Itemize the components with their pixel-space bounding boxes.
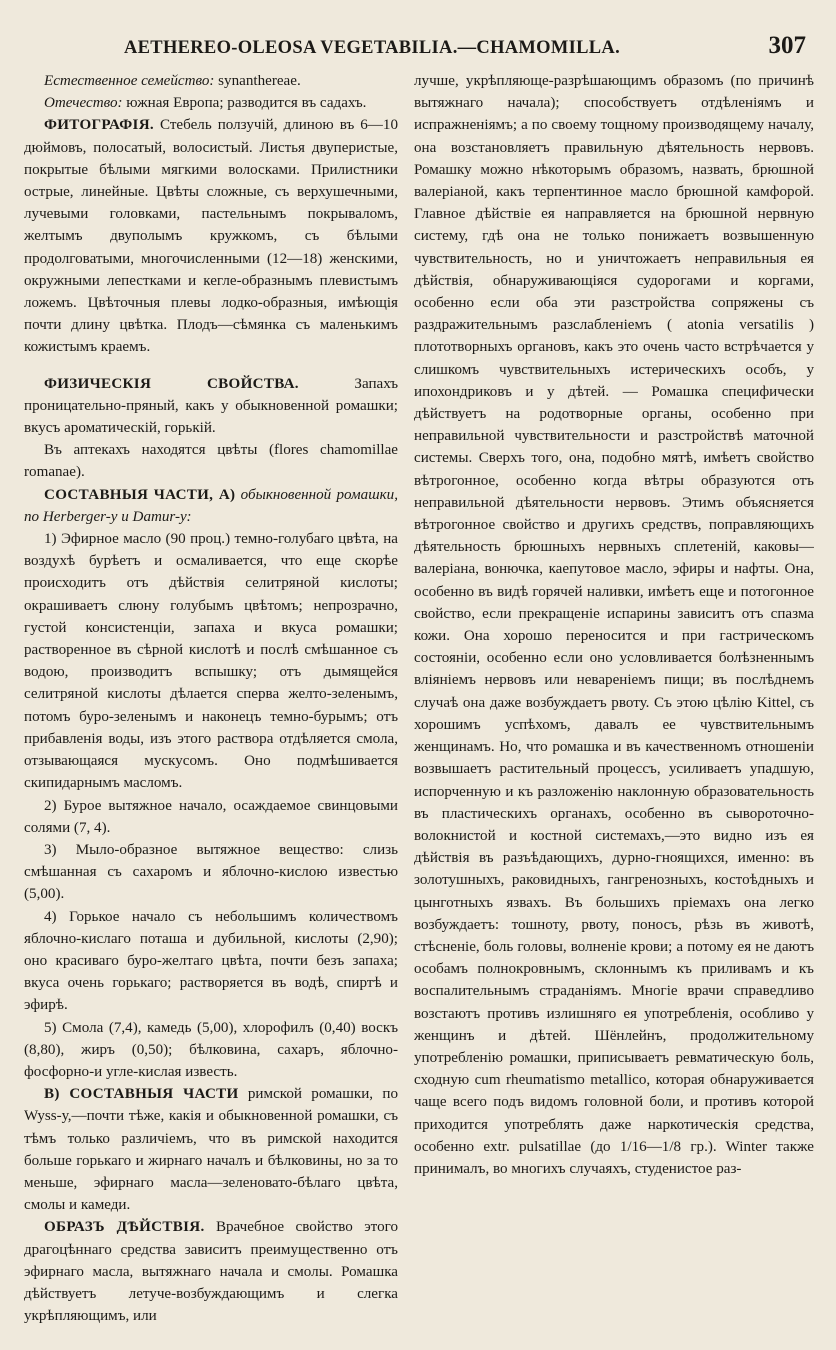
composition-a-text: обыкновенной ромашки, по Herberger-у и Damur-у: [24,486,398,525]
family-label: Естественное семейство: [44,73,215,89]
composition-item-1: 1) Эфирное масло (90 проц.) темно-голубаго цвѣта, на воздухѣ бурѣетъ и осмаливается, что еще скорѣе происходитъ отъ дѣйствія селитряной кислоты; окрашиваетъ слюну голубымъ цвѣтомъ; непрозрачно, густой консистенціи, запаха и вкуса ромашки; растворенное въ сѣрной кислотѣ и послѣ смѣшанное съ водою, производитъ вспышку; отъ дымящейся селитряной кислоты дѣлается сперва желто-зеленымъ, потомъ буро-зеленымъ и наконецъ темно-бурымъ; отъ прибавленія воды, изъ этого раствора отдѣляется смола, отзывающаяся мускусомъ. Оно подмѣшивается скипидарнымъ масломъ. [24,531,398,792]
mode-of-action-heading: ОБРАЗЪ ДѢЙСТВІЯ. [44,1219,205,1236]
right-column [414,70,814,1340]
composition-a-heading: СОСТАВНЫЯ ЧАСТИ, А) [44,486,236,503]
phytography-text: Стебель ползучій, длиною въ 6—10 дюймовъ, полосатый, волосистый. Листья двуперистые, покрытые бѣлыми мягкими волосками. Прилистники острые, линейные. Цвѣты сложные, съ верхушечными, лучевыми головками, пастельнымъ покрываломъ, желтымъ двуполымъ кружкомъ, съ бѣлыми продолговатыми, многочисленными (12—18) женскими, окружными лепестками и кегле-образнымъ плевистымъ ложемъ. Цвѣточныя плевы лодко-образныя, имѣющія почти длину цвѣтка. Плодъ—сѣмянка съ маленькимъ кожистымъ краемъ. [24,117,398,356]
running-title: AETHEREO-OLEOSA VEGETABILIA.—CHAMOMILLA. [124,38,620,58]
phytography-heading: ФИТОГРАФІЯ. [44,117,154,134]
composition-item-5: 5) Смола (7,4), камедь (5,00), хлорофилъ (0,40) воскъ (8,80), жиръ (0,50); бѣлковина, сахаръ, яблочно-фосфорно-и угле-кислая известь. [24,1019,398,1080]
family-value: synantherеae. [214,73,301,89]
homeland-line [24,92,398,114]
composition-item-3: 3) Мыло-образное вытяжное вещество: слизь смѣшанная съ сахаромъ и яблочно-кислою известью (5,00). [24,841,398,903]
composition-b-text: римской ромашки, по Wyss-у,—почти тѣже, какія и обыкновенной ромашки, съ тѣмъ только различіемъ, что въ римской находится больше горькаго и жирнаго началъ и бѣлковины, но за то меньше, эфирнаго масла—зеленовато-бѣлаго цвѣта, смолы и камеди. [24,1086,398,1214]
composition-item-4: 4) Горькое начало съ небольшимъ количествомъ яблочно-кислаго поташа и дубильной, кислоты (2,90); оно красиваго буро-желтаго цвѣта, почти безъ запаха; вкуса очень горькаго; растворяется въ водѣ, спиртѣ и эфирѣ. [24,908,398,1014]
physical-properties-heading: ФИЗИЧЕСКІЯ СВОЙСТВА. [44,375,299,392]
composition-item-2: 2) Бурое вытяжное начало, осаждаемое свинцовыми солями (7, 4). [24,797,398,836]
phytography-paragraph [24,114,398,358]
composition-b-paragraph [24,1083,398,1216]
mode-of-action-text: Врачебное свойство этого драгоцѣннаго средства зависитъ преимущественно отъ эфирнаго масла, вытяжнаго начала и смолы. Ромашка дѣйствуетъ летуче-возбуждающимъ и слегка укрѣпляющимъ, или [24,1219,398,1325]
physical-properties-paragraph [24,373,398,440]
physical-properties-text: Запахъ проницательно-пряный, какъ у обыкновенной ромашки; вкусъ ароматическій, горькій. [24,375,398,437]
right-column-paragraph: лучше, укрѣпляюще-разрѣшающимъ образомъ (по причинѣ вытяжнаго начала); способствуетъ отдѣленіямъ и испражненіямъ; а по своему тощному производящему началу, она возстановляетъ правильную дѣятельность нервовъ. Ромашку можно нѣкоторымъ образомъ, назвать, брюшной валеріаной, какъ терпентинное масло брюшной камфорой. Главное дѣйствіе ея направляется на брюшной нервную систему, гдѣ она не только понижаетъ возвышенную чувствительность, но и уничтожаетъ неправильныя ея дѣйствія, обнаруживающіяся судорогами и коргами, особенно если оба эти разстройства сопряжены съ раздражительнымъ разслабленіемъ ( atonia versatilis ) плототворныхъ органовъ, какъ это очень часто встрѣчается у слишкомъ чувствительныхъ истерическихъ особъ, у ипохондриковъ и у дѣтей. — Ромашка специфически дѣйствуетъ на родотворные органы, особенно при неправильной чувствительности и разстройствѣ маточной системы. Сверхъ того, она, подобно мятѣ, имѣетъ свойство вѣтрогонное, особенно когда вѣтры образуются отъ неправильной дѣятельности нервовъ. Этимъ объясняется вѣтрогонное свойство и другихъ средствъ, поправляющихъ дѣятельность брюшныхъ нервныхъ сплетеній, каковы—валеріана, вонючка, каепутовое масло, эфиры и нафты. Она, особенно въ видѣ горячей наливки, имѣетъ еще и потогонное свойство, если прекращеніе испарины зависитъ отъ спазма кожи. Она хорошо переносится и при гастрическомъ состояніи, особенно если оно условливается болѣзненнымъ вліяніемъ нервовъ или неваренiемъ пищи; въ послѣднемъ случаѣ она даже возбуждаетъ рвоту. Съ этою цѣлію Kittel, съ хорошимъ успѣхомъ, давалъ ее чувствительнымъ женщинамъ. Но, что ромашка и въ качественномъ отношеніи возвышаетъ растительный процессъ, усиливаетъ упадшую, испорченную и къ разложенію наклонную образовательность въ пластическихъ органахъ, особенно въ сывороточно-волокнистой и костной системахъ,—это видно изъ ея дѣйствія въ разъѣдающихъ, дурно-гноящихся, именно: въ золотушныхъ, раковидныхъ, гангренозныхъ, костоѣдныхъ и цынготныхъ язвахъ. Въ большихъ пріемахъ она легко возбуждаетъ: тошноту, рвоту, поносъ, рѣзь въ животѣ, стѣсненіе, боль головы, волненіе крови; а потому ея не даютъ особамъ полнокровнымъ, склоннымъ къ приливамъ и къ воспалительнымъ страданіямъ. Многіе врачи справедливо возстаютъ противъ излишняго ея употребленія, особливо у женщинъ и дѣтей. Шёнлейнъ, продолжительному употребленію ромашки, приписываетъ ревматическую боль, сходную cum rheumatismo metallico, которая обнаруживается чаще всего подъ видомъ головной боли, и противъ которой приходится употреблять даже наркотическія средства, особенно extr. pulsatillae (до 1/16—1/8 гр.). Winter также принималъ, во многихъ случаяхъ, студенистое раз- [414,73,814,1177]
page-number: 307 [768,32,806,59]
composition-b-heading: В) СОСТАВНЫЯ ЧАСТИ [44,1086,239,1103]
mode-of-action-paragraph [24,1216,398,1327]
composition-a-paragraph [24,484,398,528]
text-columns [24,70,814,1340]
homeland-label: Отечество: [44,95,123,112]
homeland-value: южная Европа; разводится въ садахъ. [122,95,367,112]
running-header [24,18,814,62]
apothecary-paragraph: Въ аптекахъ находятся цвѣты (flores chamomillae romanae). [24,442,398,481]
left-column [24,70,398,1340]
family-line [24,70,398,92]
